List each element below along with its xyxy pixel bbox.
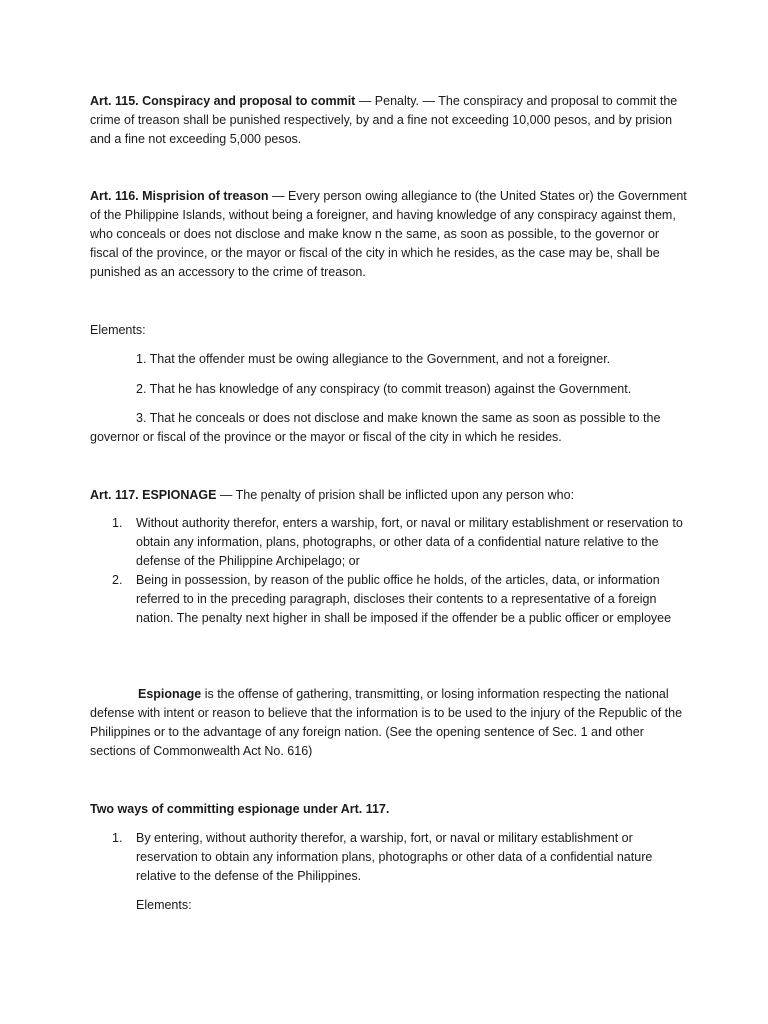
list-item-number: 2. — [112, 573, 123, 587]
list-item-number: 1. — [112, 516, 123, 530]
art117-text: — The penalty of prision shall be inflicted upon any person who: — [216, 488, 575, 502]
art116-heading: Art. 116. Misprision of treason — [90, 189, 269, 203]
element-item-3: 3. That he conceals or does not disclose and make known the same as soon as possible to the governor or fiscal of the province or the mayor or fiscal of the city in which he resides. — [90, 411, 661, 444]
art116-text: — Every person owing allegiance to (the United States or) the Government of the Philippine Islands, without being a foreigner, and having knowledge of any conspiracy against them, who conceals or does not disclose and make know n the same, as soon as possible, to the governor or fiscal of the province, or the mayor or fiscal of the city in which he resides, as the case may be, shall be punished as an accessory to the crime of treason. — [90, 189, 687, 279]
list-item-number: 1. — [112, 831, 123, 845]
list-item-text: By entering, without authority therefor, a warship, fort, or naval or military establishment or reservation to obtain any information plans, photographs or other data of a confidential nature relative to the defense of the Philippines. — [136, 831, 653, 883]
art116-paragraph — [90, 187, 690, 282]
art115-paragraph — [90, 92, 690, 149]
art117-heading: Art. 117. ESPIONAGE — [90, 488, 217, 502]
list-item — [90, 829, 690, 915]
art117-paragraph — [90, 486, 690, 505]
sub-elements-label: Elements: — [136, 898, 192, 912]
elements-label: Elements: — [90, 323, 146, 337]
list-item — [90, 571, 690, 628]
art115-text: — Penalty. — The conspiracy and proposal to commit the crime of treason shall be punished respectively, by and a fine not exceeding 10,000 pesos, and by prision and a fine not exceeding 5,000 pesos. — [90, 94, 678, 146]
espionage-definition-text: is the offense of gathering, transmitting, or losing information respecting the national defense with intent or reason to believe that the information is to be used to the injury of the Republic of the Philippines or to the advantage of any foreign nation. (See the opening sentence of Sec. 1 and other sections of Commonwealth Act No. 616) — [90, 687, 683, 758]
espionage-definition — [90, 685, 690, 761]
two-ways-heading: Two ways of committing espionage under Art. 117. — [90, 802, 390, 816]
art117-list — [90, 514, 690, 628]
list-item-text: Being in possession, by reason of the public office he holds, of the articles, data, or information referred to in the preceding paragraph, discloses their contents to a representative of a foreign nation. The penalty next higher in shall be imposed if the offender be a public officer or employee — [136, 573, 672, 625]
art115-heading: Art. 115. Conspiracy and proposal to commit — [90, 94, 356, 108]
element-item-1: 1. That the offender must be owing allegiance to the Government, and not a foreigner. — [136, 352, 611, 366]
espionage-term: Espionage — [138, 687, 202, 701]
list-item-text: Without authority therefor, enters a warship, fort, or naval or military establishment or reservation to obtain any information, plans, photographs, or other data of a confidential nature relative to the defense of the Philippine Archipelago; or — [136, 516, 683, 568]
element-item-2: 2. That he has knowledge of any conspiracy (to commit treason) against the Government. — [136, 382, 632, 396]
list-item — [90, 514, 690, 571]
two-ways-list — [90, 829, 690, 915]
